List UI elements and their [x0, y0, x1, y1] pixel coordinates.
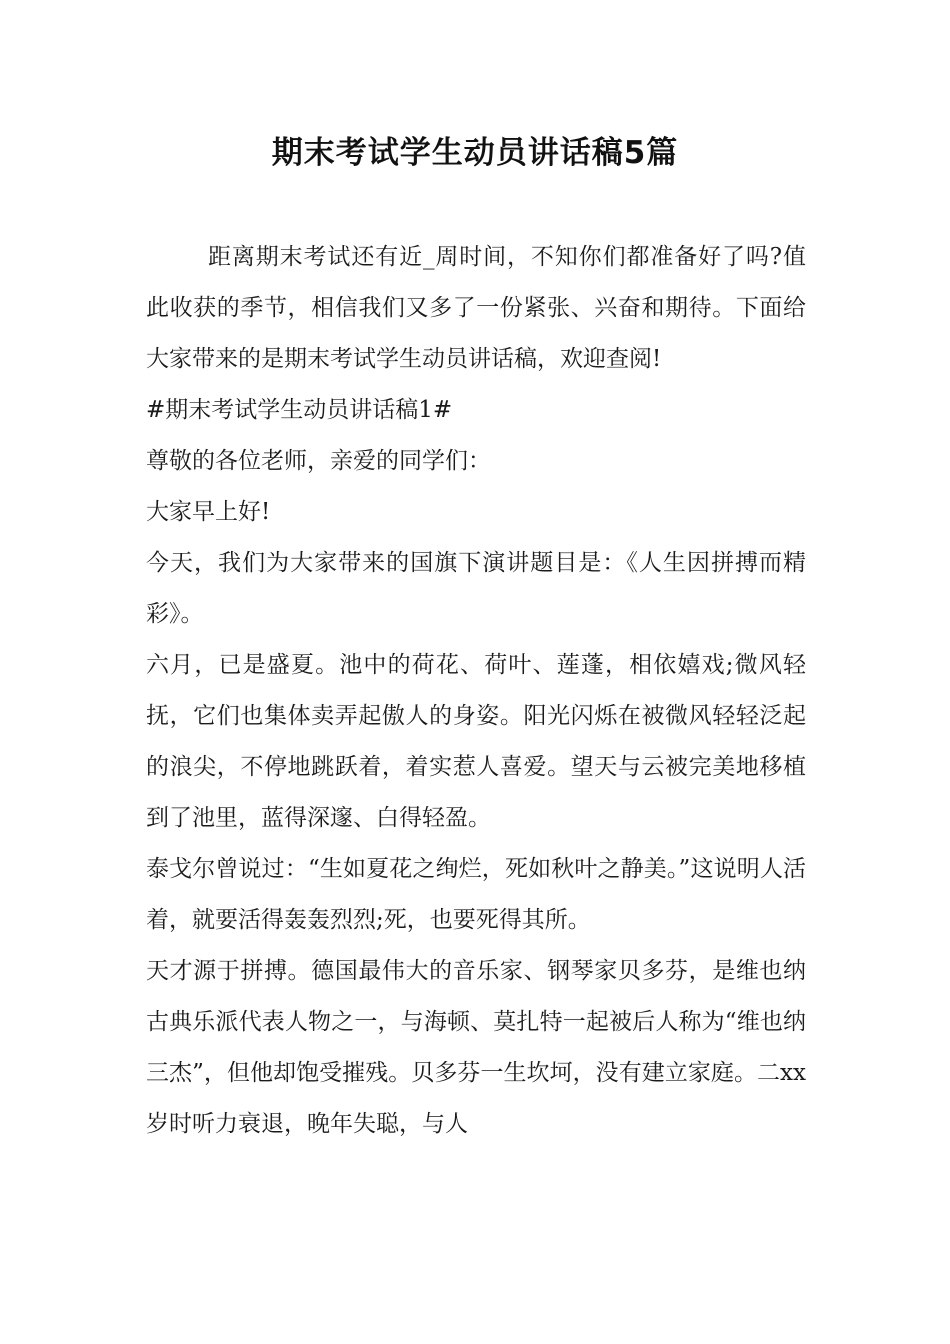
document-body — [146, 232, 806, 1150]
tagore-quote-paragraph: 泰戈尔曾说过：“生如夏花之绚烂，死如秋叶之静美。”这说明人活着，就要活得轰轰烈烈;死，也要死得其所。 — [146, 856, 806, 933]
beethoven-paragraph: 天才源于拼搏。德国最伟大的音乐家、钢琴家贝多芬，是维也纳古典乐派代表人物之一，与海顿、莫扎特一起被后人称为“维也纳三杰”，但他却饱受摧残。贝多芬一生坎坷，没有建立家庭。二xx岁时听力衰退，晚年失聪，与人 — [146, 958, 806, 1137]
section-heading: #期末考试学生动员讲话稿1# — [146, 397, 453, 423]
speech-topic-paragraph: 今天，我们为大家带来的国旗下演讲题目是：《人生因拼搏而精彩》。 — [146, 550, 806, 627]
greeting-paragraph: 大家早上好! — [146, 499, 271, 525]
intro-paragraph: 距离期末考试还有近_周时间，不知你们都准备好了吗?值此收获的季节，相信我们又多了一份紧张、兴奋和期待。下面给大家带来的是期末考试学生动员讲话稿，欢迎查阅! — [146, 244, 806, 372]
summer-paragraph: 六月，已是盛夏。池中的荷花、荷叶、莲蓬，相依嬉戏;微风轻抚，它们也集体卖弄起傲人的身姿。阳光闪烁在被微风轻轻泛起的浪尖，不停地跳跃着，着实惹人喜爱。望天与云被完美地移植到了池里，蓝得深邃、白得轻盈。 — [146, 652, 806, 831]
salutation-paragraph: 尊敬的各位老师，亲爱的同学们： — [146, 448, 491, 474]
document-title: 期末考试学生动员讲话稿5篇 — [271, 135, 679, 171]
